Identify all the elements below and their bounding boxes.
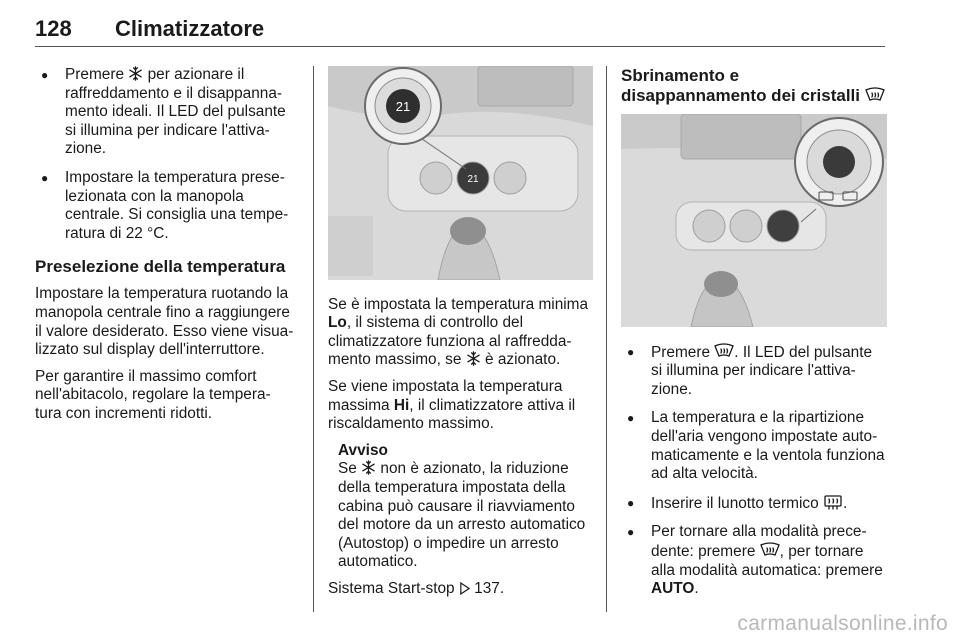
list-item: ● Premere per azionare il raffreddamento e il disappanna-mento ideali. Il LED del pulsante si illumina per indicare l'attiva-zione. bbox=[35, 66, 297, 159]
column-right bbox=[621, 66, 887, 609]
column-middle bbox=[328, 66, 593, 607]
page-number: 128 bbox=[35, 16, 72, 41]
knob-display-large: 21 bbox=[395, 99, 411, 114]
windshield-defrost-icon bbox=[760, 542, 780, 558]
note-text: Se non è azionato, la riduzione della temperatura impostata della cabina può causare il riavviamento del motore da un arresto automatico (Autostop) o impedire un arresto automatico. bbox=[338, 460, 586, 571]
knob-display-small: 21 bbox=[467, 174, 479, 185]
list-item: ● Inserire il lunotto termico . bbox=[621, 494, 887, 514]
section-heading: Sbrinamento e disappannamento dei cristalli bbox=[621, 66, 887, 106]
paragraph: Se viene impostata la temperatura massima Hi, il climatizzatore attiva il riscaldamento massimo. bbox=[328, 377, 576, 433]
climate-control-figure bbox=[328, 66, 593, 280]
note-title: Avviso bbox=[338, 441, 388, 459]
list-item: ● Premere . Il LED del pulsante si illumina per indicare l'attiva-zione. bbox=[621, 343, 887, 400]
column-divider bbox=[313, 66, 314, 612]
snowflake-icon bbox=[466, 351, 481, 366]
page-header bbox=[35, 10, 885, 47]
rear-window-heat-icon bbox=[823, 494, 843, 510]
snowflake-icon bbox=[128, 66, 143, 81]
cross-reference[interactable]: Sistema Start-stop 137. bbox=[328, 579, 505, 597]
paragraph: Se è impostata la temperatura minima Lo, il sistema di controllo del climatizzatore funziona al raffredda-mento massimo, se è azionato. bbox=[328, 295, 589, 369]
column-left bbox=[35, 66, 297, 432]
watermark: carmanualsonline.info bbox=[737, 612, 948, 635]
section-heading: Preselezione della temperatura bbox=[35, 257, 286, 277]
column-divider bbox=[606, 66, 607, 612]
paragraph: Impostare la temperatura ruotando la manopola centrale fino a raggiungere il valore desiderato. Esso viene visua-lizzato sul display dell'interruttore. bbox=[35, 285, 294, 359]
paragraph: Per garantire il massimo comfort nell'abitacolo, regolare la tempera-tura con incrementi ridotti. bbox=[35, 367, 271, 422]
section-title: Climatizzatore bbox=[115, 16, 265, 41]
list-item: ● Per tornare alla modalità prece-dente: premere , per tornare alla modalità automatica: premere AUTO. bbox=[621, 523, 887, 598]
list-item: ● Impostare la temperatura prese-lezionata con la manopola centrale. Si consiglia una tempe-ratura di 22 °C. bbox=[35, 169, 297, 243]
list-item: ● La temperatura e la ripartizione dell'aria vengono impostate auto-maticamente e la ventola funziona ad alta velocità. bbox=[621, 409, 887, 483]
note-box bbox=[328, 442, 593, 572]
windshield-defrost-icon bbox=[714, 343, 734, 359]
dashboard-illustration bbox=[328, 66, 593, 284]
windshield-defrost-icon bbox=[865, 87, 885, 103]
defrost-illustration bbox=[621, 114, 887, 331]
page-reference-arrow-icon bbox=[459, 582, 470, 595]
snowflake-icon bbox=[361, 460, 376, 475]
defrost-control-figure bbox=[621, 114, 887, 327]
